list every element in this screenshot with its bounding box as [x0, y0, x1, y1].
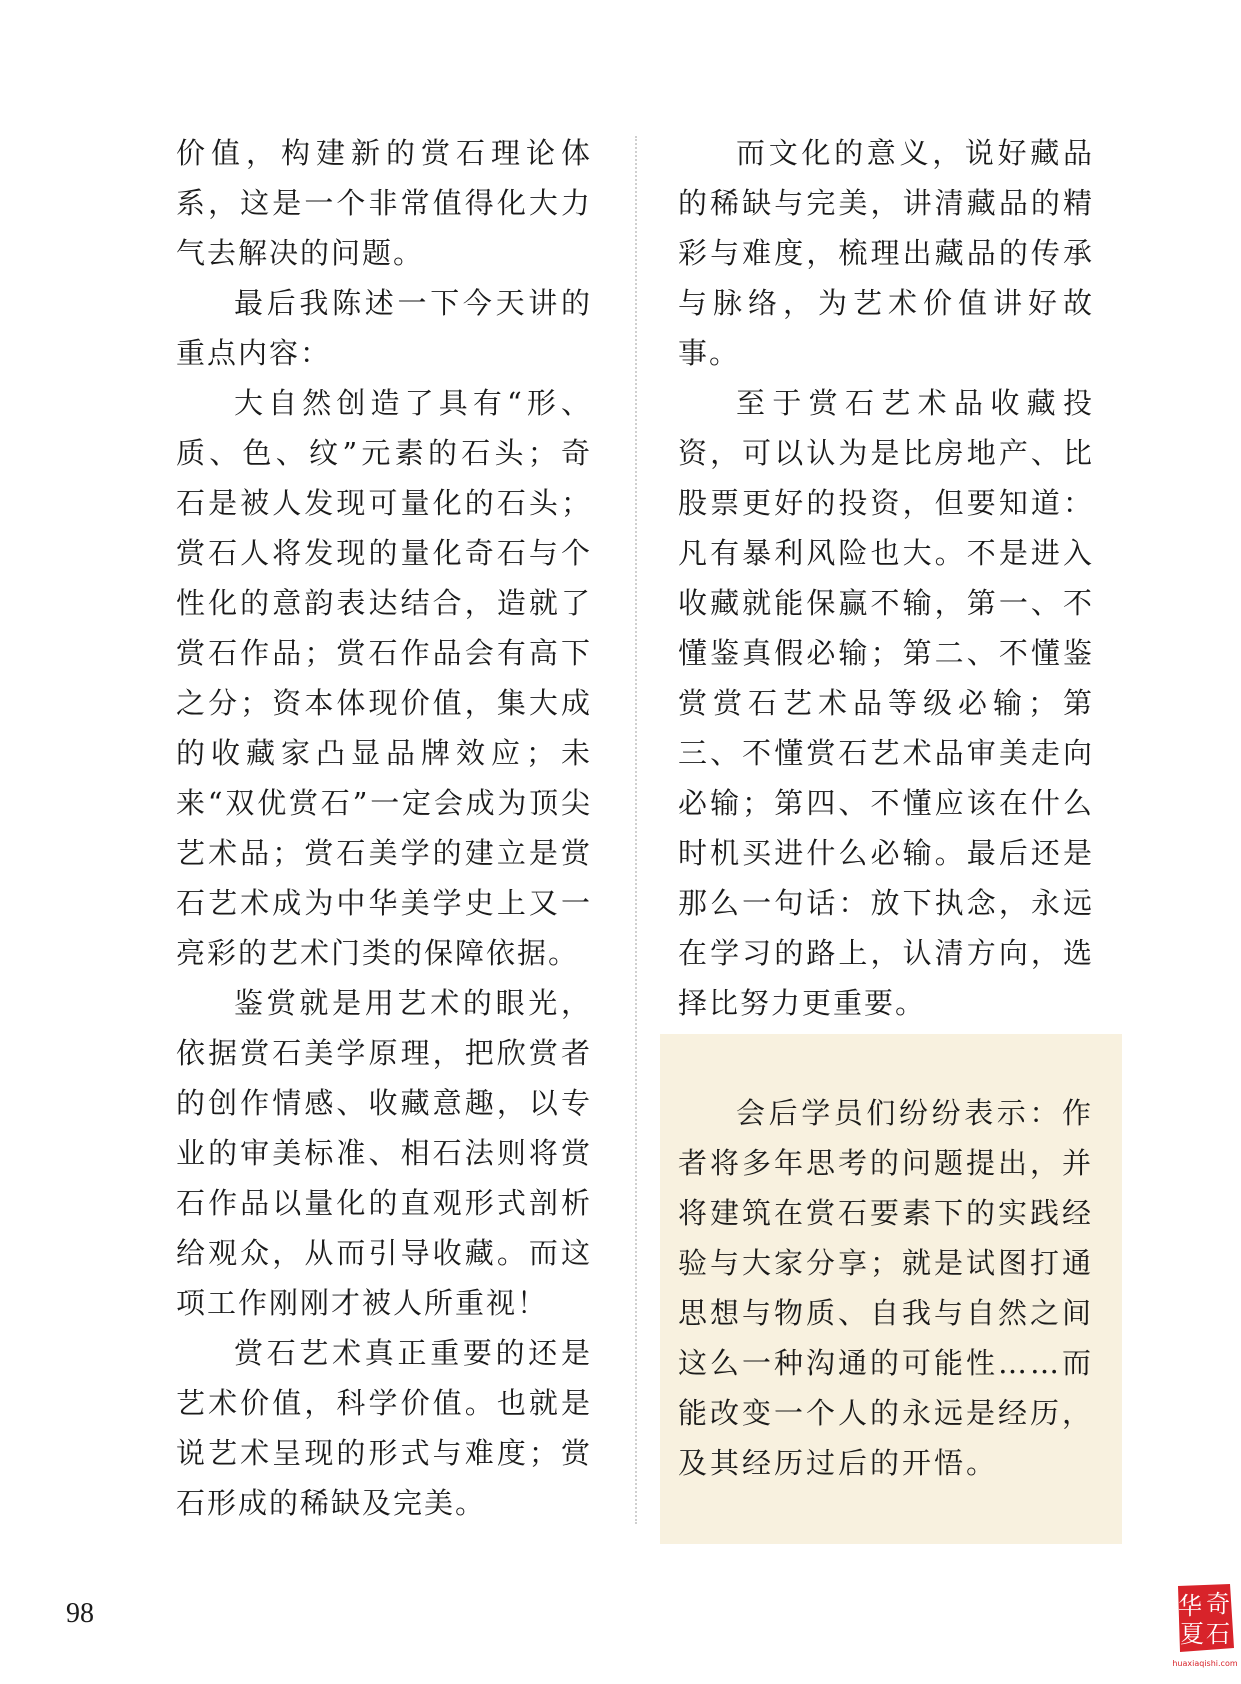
- right-column: [678, 128, 1094, 1028]
- logo-char: 奇: [1206, 1590, 1230, 1618]
- paragraph: 最后我陈述一下今天讲的重点内容：: [176, 286, 592, 370]
- note-box: [660, 1034, 1122, 1544]
- paragraph: 赏石艺术真正重要的还是艺术价值，科学价值。也就是说艺术呈现的形式与难度；赏石形成的稀缺及完美。: [176, 1336, 592, 1520]
- paragraph: 而文化的意义，说好藏品的稀缺与完美，讲清藏品的精彩与难度，梳理出藏品的传承与脉络，为艺术价值讲好故事。: [678, 136, 1094, 370]
- left-column: [176, 128, 592, 1528]
- paragraph: 大自然创造了具有“形、质、色、纹”元素的石头；奇石是被人发现可量化的石头；赏石人将发现的量化奇石与个性化的意韵表达结合，造就了赏石作品；赏石作品会有高下之分；资本体现价值，集大成的收藏家凸显品牌效应；未来“双优赏石”一定会成为顶尖艺术品；赏石美学的建立是赏石艺术成为中华美学史上又一亮彩的艺术门类的保障依据。: [176, 386, 592, 970]
- logo-char: 石: [1206, 1620, 1230, 1648]
- logo-char: 华: [1178, 1592, 1202, 1620]
- logo-domain: huaxiaqishi.com: [1172, 1659, 1238, 1668]
- note-paragraph: 会后学员们纷纷表示：作者将多年思考的问题提出，并将建筑在赏石要素下的实践经验与大家分享；就是试图打通思想与物质、自我与自然之间这么一种沟通的可能性……而能改变一个人的永远是经历，及其经历过后的开悟。: [678, 1096, 1095, 1480]
- column-divider: [635, 136, 637, 1524]
- page-number: 98: [66, 1598, 94, 1629]
- logo-char: 夏: [1180, 1620, 1204, 1648]
- note-text: [678, 1088, 1094, 1488]
- paragraph: 价值，构建新的赏石理论体系，这是一个非常值得化大力气去解决的问题。: [176, 136, 592, 270]
- paragraph: 鉴赏就是用艺术的眼光，依据赏石美学原理，把欣赏者的创作情感、收藏意趣，以专业的审美标准、相石法则将赏石作品以量化的直观形式剖析给观众，从而引导收藏。而这项工作刚刚才被人所重视！: [176, 986, 592, 1320]
- seal-logo-icon: [1172, 1582, 1238, 1672]
- paragraph: 至于赏石艺术品收藏投资，可以认为是比房地产、比股票更好的投资，但要知道：凡有暴利风险也大。不是进入收藏就能保赢不输，第一、不懂鉴真假必输；第二、不懂鉴赏赏石艺术品等级必输；第三、不懂赏石艺术品审美走向必输；第四、不懂应该在什么时机买进什么必输。最后还是那么一句话：放下执念，永远在学习的路上，认清方向，选择比努力更重要。: [678, 386, 1094, 1020]
